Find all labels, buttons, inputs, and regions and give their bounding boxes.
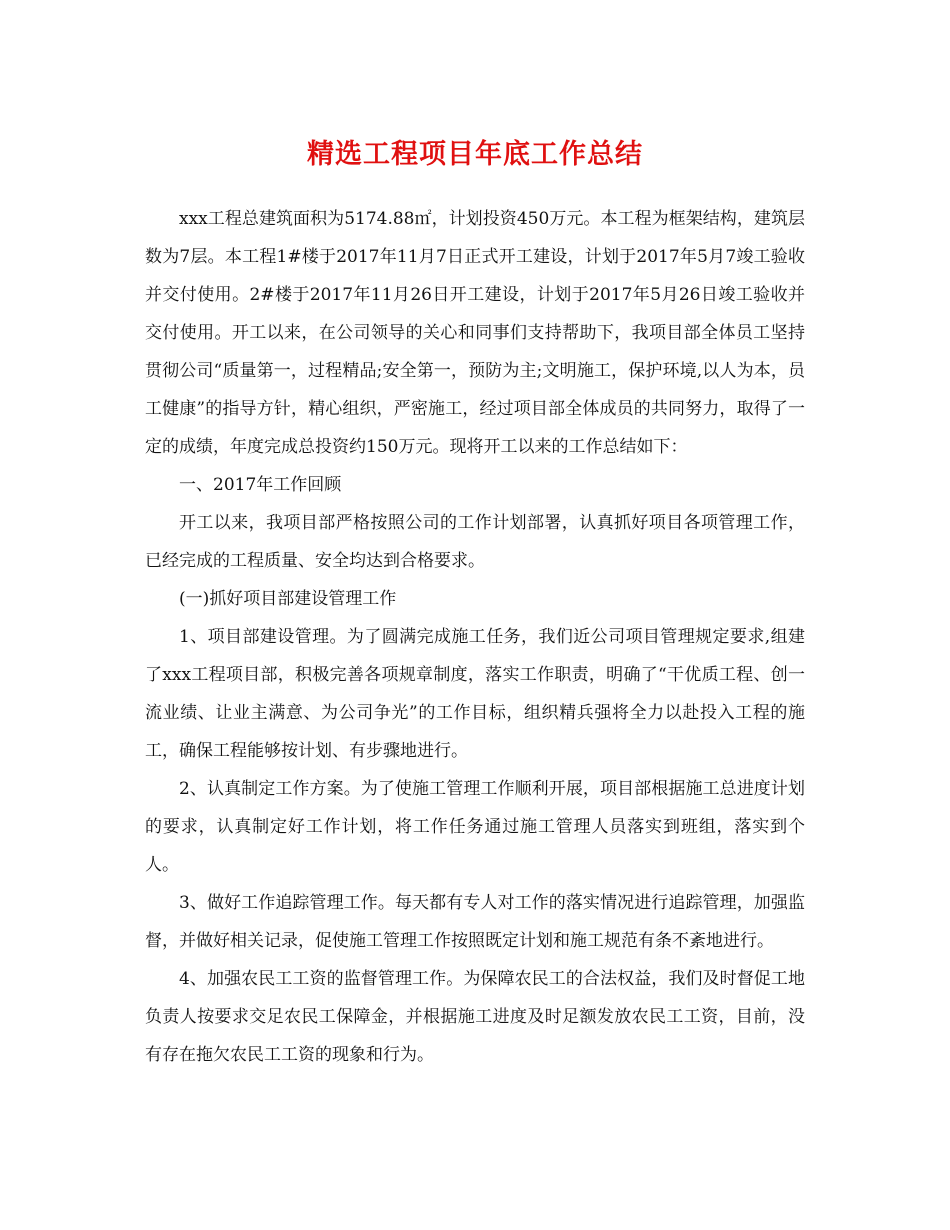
- document-body: [145, 200, 805, 1074]
- subsection-heading-management: (一)抓好项目部建设管理工作: [179, 589, 397, 609]
- document-title: 精选工程项目年底工作总结: [307, 139, 643, 170]
- paragraph-item-1: 1、项目部建设管理。为了圆满完成施工任务，我们近公司项目管理规定要求,组建了xxx工程项目部，积极完善各项规章制度，落实工作职责，明确了“干优质工程、创一流业绩、让业主满意、为公司争光”的工作目标，组织精兵强将全力以赴投入工程的施工，确保工程能够按计划、有步骤地进行。: [145, 627, 805, 761]
- paragraph-overview: 开工以来，我项目部严格按照公司的工作计划部署，认真抓好项目各项管理工作，已经完成的工程质量、安全均达到合格要求。: [145, 513, 805, 571]
- paragraph-item-3: 3、做好工作追踪管理工作。每天都有专人对工作的落实情况进行追踪管理，加强监督，并做好相关记录，促使施工管理工作按照既定计划和施工规范有条不紊地进行。: [145, 893, 805, 951]
- paragraph-item-4: 4、加强农民工工资的监督管理工作。为保障农民工的合法权益，我们及时督促工地负责人按要求交足农民工保障金，并根据施工进度及时足额发放农民工工资，目前，没有存在拖欠农民工工资的现象和行为。: [145, 969, 805, 1065]
- paragraph-item-2: 2、认真制定工作方案。为了使施工管理工作顺利开展，项目部根据施工总进度计划的要求，认真制定好工作计划，将工作任务通过施工管理人员落实到班组，落实到个人。: [145, 779, 805, 875]
- paragraph-intro: xxx工程总建筑面积为5174.88㎡，计划投资450万元。本工程为框架结构，建筑层数为7层。本工程1#楼于2017年11月7日正式开工建设，计划于2017年5月7竣工验收并交付使用。2#楼于2017年11月26日开工建设，计划于2017年5月26日竣工验收并交付使用。开工以来，在公司领导的关心和同事们支持帮助下，我项目部全体员工坚持贯彻公司“质量第一，过程精品;安全第一，预防为主;文明施工，保护环境,以人为本，员工健康”的指导方针，精心组织，严密施工，经过项目部全体成员的共同努力，取得了一定的成绩，年度完成总投资约150万元。现将开工以来的工作总结如下：: [145, 209, 805, 457]
- section-heading-review: 一、2017年工作回顾: [179, 475, 342, 495]
